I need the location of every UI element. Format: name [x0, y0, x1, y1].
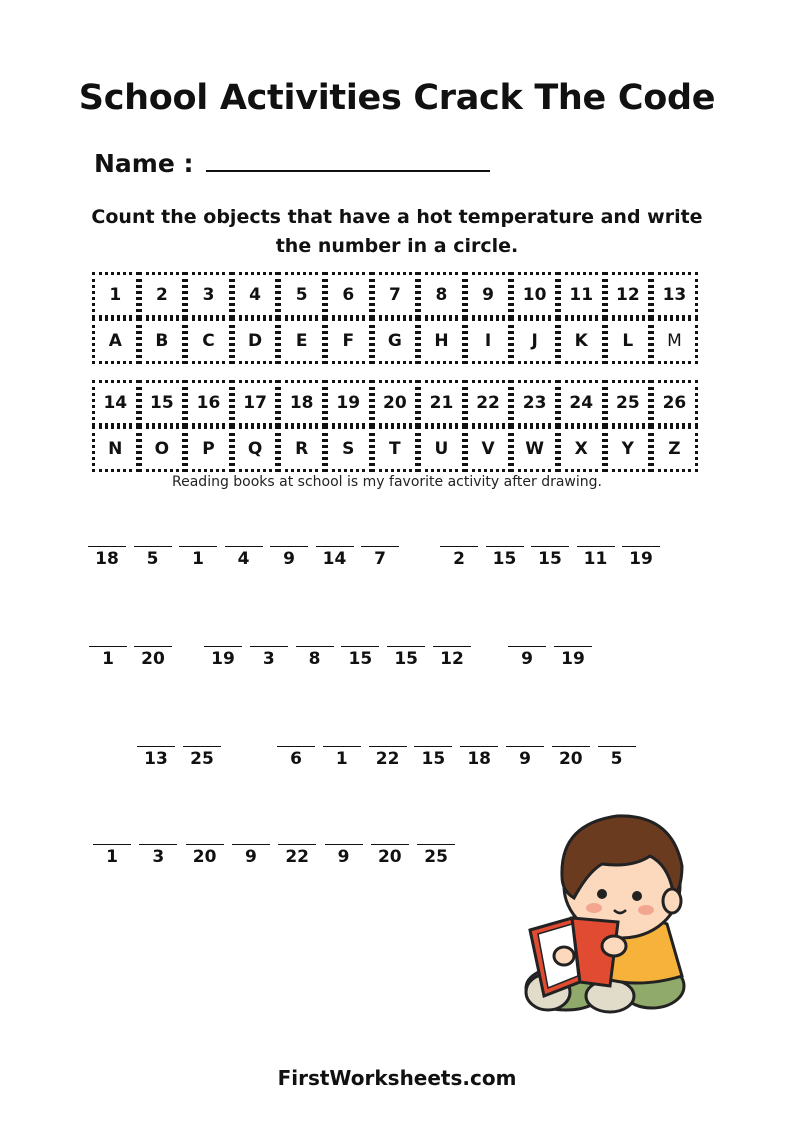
- letter-blank[interactable]: [278, 844, 316, 867]
- code-key-numbers-1-13: [92, 272, 698, 318]
- answer-line[interactable]: [232, 844, 270, 845]
- code-number: 12: [440, 649, 464, 669]
- answer-line[interactable]: [414, 746, 452, 747]
- answer-line[interactable]: [204, 646, 242, 647]
- letter-blank[interactable]: [89, 646, 127, 669]
- answer-line[interactable]: [508, 646, 546, 647]
- key-number-26: 26: [651, 380, 698, 426]
- answer-line[interactable]: [250, 646, 288, 647]
- key-letter-k: K: [558, 318, 605, 364]
- answer-line[interactable]: [433, 646, 471, 647]
- code-number: 1: [192, 549, 204, 569]
- letter-blank[interactable]: [137, 746, 175, 769]
- answer-line[interactable]: [134, 546, 172, 547]
- key-letter-f: F: [325, 318, 372, 364]
- answer-line[interactable]: [341, 646, 379, 647]
- letter-blank[interactable]: [508, 646, 546, 669]
- letter-blank[interactable]: [371, 844, 409, 867]
- letter-blank[interactable]: [361, 546, 399, 569]
- answer-line[interactable]: [371, 844, 409, 845]
- code-number: 3: [262, 649, 275, 669]
- key-number-16: 16: [185, 380, 232, 426]
- key-number-14: 14: [92, 380, 139, 426]
- letter-blank[interactable]: [316, 546, 354, 569]
- key-letter-s: S: [325, 426, 372, 472]
- answer-line[interactable]: [270, 546, 308, 547]
- letter-blank[interactable]: [341, 646, 379, 669]
- key-letter-u: U: [418, 426, 465, 472]
- letter-blank[interactable]: [134, 646, 172, 669]
- key-number-3: 3: [185, 272, 232, 318]
- key-number-18: 18: [278, 380, 325, 426]
- code-number: 9: [283, 549, 295, 569]
- answer-line[interactable]: [440, 546, 478, 547]
- letter-blank[interactable]: [232, 844, 270, 867]
- key-number-12: 12: [605, 272, 652, 318]
- letter-blank[interactable]: [552, 746, 590, 769]
- answer-line[interactable]: [316, 546, 354, 547]
- code-number: 20: [377, 847, 402, 867]
- code-number: 18: [95, 549, 119, 569]
- key-letter-w: W: [511, 426, 558, 472]
- code-number: 9: [521, 649, 533, 669]
- answer-line[interactable]: [598, 746, 636, 747]
- key-number-4: 4: [232, 272, 279, 318]
- key-number-7: 7: [372, 272, 419, 318]
- letter-blank[interactable]: [88, 546, 126, 569]
- code-number: 15: [492, 549, 517, 569]
- letter-blank[interactable]: [183, 746, 221, 769]
- letter-blank[interactable]: [598, 746, 636, 769]
- letter-blank[interactable]: [460, 746, 498, 769]
- code-number: 8: [308, 649, 321, 669]
- answer-line[interactable]: [88, 546, 126, 547]
- key-letter-r: R: [278, 426, 325, 472]
- code-number: 3: [152, 847, 165, 867]
- key-number-20: 20: [372, 380, 419, 426]
- letter-blank[interactable]: [204, 646, 242, 669]
- key-letter-q: Q: [232, 426, 279, 472]
- key-number-17: 17: [232, 380, 279, 426]
- code-number: 9: [337, 847, 350, 867]
- key-letter-b: B: [139, 318, 186, 364]
- key-letter-x: X: [558, 426, 605, 472]
- answer-line[interactable]: [93, 844, 131, 845]
- page-title: School Activities Crack The Code: [78, 78, 716, 118]
- code-number: 7: [374, 549, 386, 569]
- key-letter-p: P: [185, 426, 232, 472]
- name-field[interactable]: [94, 148, 490, 178]
- answer-line[interactable]: [486, 546, 524, 547]
- letter-blank[interactable]: [506, 746, 544, 769]
- code-number: 13: [144, 749, 168, 769]
- key-letter-t: T: [372, 426, 419, 472]
- code-number: 22: [285, 847, 310, 867]
- letter-blank[interactable]: [134, 546, 172, 569]
- code-number: 1: [106, 847, 118, 867]
- code-number: 20: [558, 749, 583, 769]
- answer-line[interactable]: [183, 746, 221, 747]
- key-number-13: 13: [651, 272, 698, 318]
- letter-blank[interactable]: [486, 546, 524, 569]
- key-letter-g: G: [372, 318, 419, 364]
- answer-line[interactable]: [577, 546, 615, 547]
- key-letter-j: J: [511, 318, 558, 364]
- letter-blank[interactable]: [417, 844, 455, 867]
- key-letter-y: Y: [605, 426, 652, 472]
- code-number: 15: [421, 749, 446, 769]
- key-number-6: 6: [325, 272, 372, 318]
- code-key-letters-a-m: [92, 318, 698, 364]
- letter-blank[interactable]: [270, 546, 308, 569]
- key-letter-o: O: [139, 426, 186, 472]
- letter-blank[interactable]: [369, 746, 407, 769]
- key-letter-c: C: [185, 318, 232, 364]
- code-number: 20: [141, 649, 165, 669]
- key-letter-i: I: [465, 318, 512, 364]
- code-number: 5: [610, 749, 623, 769]
- code-number: 9: [244, 847, 257, 867]
- key-number-11: 11: [558, 272, 605, 318]
- key-number-9: 9: [465, 272, 512, 318]
- letter-blank[interactable]: [577, 546, 615, 569]
- code-number: 4: [237, 549, 250, 569]
- letter-blank[interactable]: [277, 746, 315, 769]
- code-number: 25: [190, 749, 214, 769]
- letter-blank[interactable]: [531, 546, 569, 569]
- key-letter-v: V: [465, 426, 512, 472]
- key-number-19: 19: [325, 380, 372, 426]
- answer-line[interactable]: [361, 546, 399, 547]
- answer-line[interactable]: [531, 546, 569, 547]
- answer-line[interactable]: [296, 646, 334, 647]
- letter-blank[interactable]: [296, 646, 334, 669]
- letter-blank[interactable]: [186, 844, 224, 867]
- key-letter-m: M: [651, 318, 698, 364]
- code-number: 15: [394, 649, 419, 669]
- key-number-21: 21: [418, 380, 465, 426]
- code-number: 6: [290, 749, 302, 769]
- code-number: 19: [561, 649, 585, 669]
- key-letter-h: H: [418, 318, 465, 364]
- letter-blank[interactable]: [225, 546, 263, 569]
- answer-line[interactable]: [417, 844, 455, 845]
- answer-line[interactable]: [139, 844, 177, 845]
- answer-line[interactable]: [225, 546, 263, 547]
- answer-line[interactable]: [387, 646, 425, 647]
- key-letter-d: D: [232, 318, 279, 364]
- letter-blank[interactable]: [179, 546, 217, 569]
- instructions: Count the objects that have a hot temperature and write the number in a circle.: [91, 206, 703, 257]
- key-number-1: 1: [92, 272, 139, 318]
- code-number: 20: [192, 847, 217, 867]
- key-number-15: 15: [139, 380, 186, 426]
- answer-line[interactable]: [277, 746, 315, 747]
- hidden-sentence: Reading books at school is my favorite activity after drawing.: [172, 474, 602, 490]
- answer-line[interactable]: [89, 646, 127, 647]
- letter-blank[interactable]: [250, 646, 288, 669]
- code-number: 19: [629, 549, 653, 569]
- code-number: 15: [348, 649, 373, 669]
- code-number: 11: [583, 549, 608, 569]
- code-number: 14: [322, 549, 347, 569]
- code-number: 2: [453, 549, 465, 569]
- letter-blank[interactable]: [387, 646, 425, 669]
- answer-line[interactable]: [134, 646, 172, 647]
- boy-reading-book-illustration: [522, 806, 688, 1018]
- code-number: 25: [424, 847, 448, 867]
- answer-line[interactable]: [137, 746, 175, 747]
- key-number-10: 10: [511, 272, 558, 318]
- key-letter-e: E: [278, 318, 325, 364]
- code-number: 5: [146, 549, 159, 569]
- key-letter-l: L: [605, 318, 652, 364]
- key-number-2: 2: [139, 272, 186, 318]
- code-number: 22: [375, 749, 400, 769]
- name-line[interactable]: [206, 148, 490, 172]
- letter-blank[interactable]: [440, 546, 478, 569]
- answer-line[interactable]: [186, 844, 224, 845]
- code-number: 9: [519, 749, 531, 769]
- answer-line[interactable]: [460, 746, 498, 747]
- code-number: 19: [211, 649, 235, 669]
- key-number-5: 5: [278, 272, 325, 318]
- letter-blank[interactable]: [323, 746, 361, 769]
- answer-line[interactable]: [179, 546, 217, 547]
- answer-line[interactable]: [278, 844, 316, 845]
- code-number: 1: [102, 649, 114, 669]
- letter-blank[interactable]: [414, 746, 452, 769]
- answer-line[interactable]: [506, 746, 544, 747]
- key-number-24: 24: [558, 380, 605, 426]
- code-number: 1: [335, 749, 348, 769]
- answer-line[interactable]: [622, 546, 660, 547]
- answer-line[interactable]: [369, 746, 407, 747]
- letter-blank[interactable]: [139, 844, 177, 867]
- code-key-letters-n-z: [92, 426, 698, 472]
- key-number-23: 23: [511, 380, 558, 426]
- answer-line[interactable]: [554, 646, 592, 647]
- key-number-25: 25: [605, 380, 652, 426]
- letter-blank[interactable]: [325, 844, 363, 867]
- footer-site: FirstWorksheets.com: [277, 1066, 517, 1090]
- name-label: Name :: [94, 149, 194, 178]
- key-number-22: 22: [465, 380, 512, 426]
- letter-blank[interactable]: [433, 646, 471, 669]
- key-number-8: 8: [418, 272, 465, 318]
- letter-blank[interactable]: [622, 546, 660, 569]
- letter-blank[interactable]: [554, 646, 592, 669]
- answer-line[interactable]: [325, 844, 363, 845]
- code-key-numbers-14-26: [92, 380, 698, 426]
- letter-blank[interactable]: [93, 844, 131, 867]
- key-letter-z: Z: [651, 426, 698, 472]
- key-letter-n: N: [92, 426, 139, 472]
- code-number: 18: [467, 749, 492, 769]
- answer-line[interactable]: [323, 746, 361, 747]
- key-letter-a: A: [92, 318, 139, 364]
- answer-line[interactable]: [552, 746, 590, 747]
- code-number: 15: [538, 549, 562, 569]
